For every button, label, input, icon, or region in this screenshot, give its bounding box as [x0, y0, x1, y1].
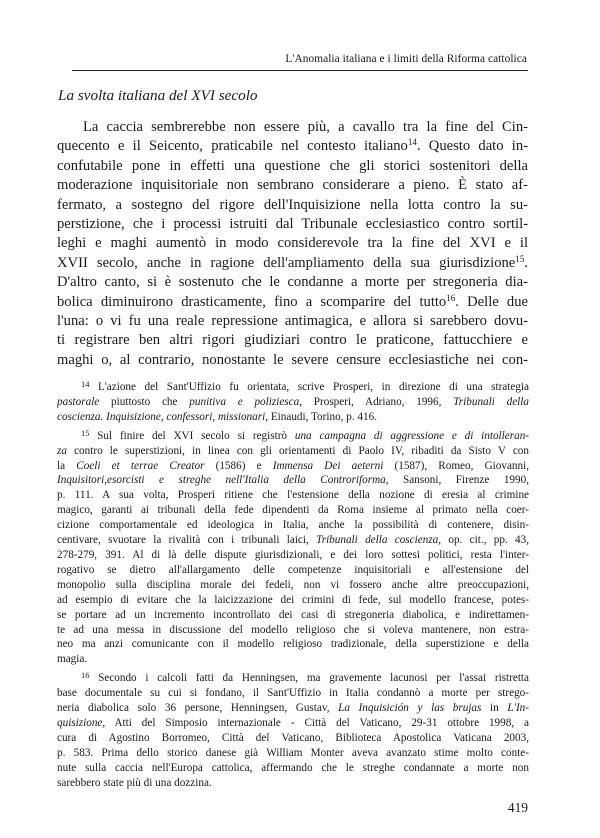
footnote-text: contro le superstizioni, in linea con gli orientamenti di Paolo IV, ribaditi da Sisto V con — [66, 444, 529, 457]
footnote-text: 278-279, 391. Al di là delle dispute giurisdizionali, e dei loro sottesi politici, resta l'inter- — [57, 548, 529, 561]
footnote-text: nute sulla caccia nell'Europa cattolica, affermando che le streghe condannate a morte non — [57, 761, 529, 774]
footnote-line — [57, 563, 529, 578]
footnote-text: centivare, svuotare la rivalità con i tribunali laici, — [57, 534, 317, 547]
footnote-text: magico, garanti ai tribunali della fede dipendenti da Roma insieme al primato nella coer- — [57, 504, 529, 517]
footnote-line — [57, 701, 529, 716]
footnote-text: , op. cit., pp. 43, — [438, 534, 529, 547]
footnote-line — [57, 503, 529, 518]
footnote-text: in — [481, 702, 508, 715]
footnotes — [57, 380, 529, 790]
footnote-line — [57, 459, 529, 474]
body-line: bolica diminuirono drasticamente, fino a scomparire del tutto$^{16}$. Delle due — [57, 292, 528, 310]
footnote-text: piuttosto che — [99, 395, 190, 408]
body-line: XVII secolo, anche in ragione dell'ampliamento della sua giurisdizione$^{15}$. — [57, 253, 528, 271]
footnote-line — [57, 746, 529, 761]
footnote-line — [57, 731, 529, 746]
body-line: fermato, a sostegno del rigore dell'Inquisizione nella lotta contro la su- — [57, 196, 528, 213]
footnote-text: sarebbero state più di una dozzina. — [57, 776, 212, 789]
footnote-text: neo ma anzi comunicante con il modello religioso tradizionale, della superstizione e della — [57, 638, 529, 651]
footnote-line — [57, 686, 529, 701]
italic-text: punitiva e poliziesca — [189, 395, 300, 408]
footnote-text: te ad una messa in discussione del modello religioso che si voleva mantenere, non estra- — [57, 623, 529, 636]
footnote-line — [57, 533, 529, 548]
footnote-text: base documentale su cui si fondano, il Sant'Uffizio in Italia condannò a morte per strego- — [57, 687, 529, 700]
footnote-line — [57, 488, 529, 503]
footnote-line — [57, 444, 529, 459]
footnote-text: p. 583. Prima dello storico danese già William Monter aveva avanzato stime molto conte- — [57, 746, 529, 759]
footnote-line — [57, 608, 529, 623]
footnote-text: cura di Agostino Borromeo, Città del Vaticano, Biblioteca Apostolica Vaticana 2003, — [57, 731, 529, 744]
footnote-line — [57, 395, 529, 410]
footnote-text: ad esempio di evitare che la laicizzazione dei crimini di fede, sul modello francese, potes- — [57, 593, 529, 606]
footnote-ref[interactable]: 14 — [407, 137, 417, 148]
footnote-line — [57, 623, 529, 638]
italic-text: Tribunali della coscienza — [316, 534, 439, 547]
italic-text: Inquisitori,esorcisti e streghe nell'Italia della Controriforma — [57, 474, 386, 487]
page-number: 419 — [507, 800, 528, 815]
footnote-line — [57, 637, 529, 652]
footnote-text: (1587), Romeo, Giovanni, — [383, 459, 529, 472]
footnote-line — [57, 593, 529, 608]
body-line: moderazione inquisitoriale non sembrano considerare a pieno. È stato af- — [57, 177, 528, 194]
footnote-line — [57, 578, 529, 593]
footnote-text: , Prosperi, Adriano, 1996, — [299, 395, 454, 408]
body-line: l'una: o vi fu una reale repressione antimagica, e allora si sarebbero dovu- — [57, 313, 528, 330]
footnote-line — [57, 548, 529, 563]
footnote-line — [57, 716, 529, 731]
italic-text: L'In- — [507, 702, 529, 715]
body-line: maghi o, al contrario, nonostante le severe censure ecclesiastiche nei con- — [57, 351, 528, 368]
italic-text: Tribunali della — [453, 395, 529, 408]
italic-text: una campagna di aggressione e di intolleran- — [294, 429, 529, 442]
footnote-text: Sul finire del XVI secolo si registrò — [97, 429, 295, 442]
footnote-number: 16 — [81, 671, 90, 681]
body-line: La caccia sembrerebbe non essere più, a cavallo tra la fine del Cin- — [83, 119, 528, 135]
footnote-line — [57, 671, 529, 686]
italic-text: quisizione — [57, 716, 103, 729]
footnote-line — [57, 518, 529, 533]
italic-text: La Inquisición y las brujas — [338, 702, 482, 715]
italic-text: Immensa Dei aeterni — [272, 459, 384, 472]
body-line: D'altro canto, si è sostenuto che le condanne a morte per stregoneria dia- — [57, 274, 528, 291]
footnote-16 — [57, 671, 529, 790]
footnote-text: , Sansoni, Firenze 1990, — [385, 474, 529, 487]
footnote-line — [57, 473, 529, 488]
italic-text: Coeli et terrae Creator — [76, 459, 205, 472]
italic-text: za — [57, 444, 67, 457]
footnote-text: cizione comportamentale ed ideologica in Italia, anche la possibilità di contenere, disin- — [57, 519, 529, 532]
footnote-15 — [57, 429, 529, 668]
body-line: ti registrare ben altri rigori giudiziari contro le praticone, fattucchiere e — [57, 332, 528, 349]
footnote-text: rogativo se dietro all'allargamento delle competenze inquisitoriali e all'estensione del — [57, 563, 529, 576]
footnote-text: Secondo i calcoli fatti da Henningsen, ma gravemente lacunosi per l'assai ristretta — [98, 672, 529, 685]
running-header: L'Anomalia italiana e i limiti della Riforma cattolica — [285, 53, 527, 65]
footnote-line — [57, 429, 529, 444]
footnote-line — [57, 652, 529, 667]
footnote-text: (1586) e — [204, 459, 273, 472]
footnote-text: la — [57, 459, 77, 472]
footnote-ref[interactable]: 16 — [446, 292, 456, 303]
footnote-number: 15 — [81, 428, 90, 438]
body-paragraph — [57, 118, 528, 370]
section-heading: La svolta italiana del XVI secolo — [58, 87, 258, 104]
header-rule — [72, 70, 528, 71]
footnote-text: neria diabolica solo 36 persone, Henningsen, Gustav, — [57, 702, 339, 715]
footnote-text: se portare ad un incremento incontrollato dei casi di stregoneria diabolica, e indirettamen- — [57, 608, 529, 621]
footnote-text: monopolio sulla disciplina morale dei fedeli, non vi fossero anche altre preoccupazioni, — [57, 578, 529, 591]
footnote-text: magia. — [57, 653, 88, 666]
footnote-text: p. 111. A sua volta, Prosperi ritiene che l'estensione della nozione di eresia al crimine — [57, 489, 529, 502]
footnote-line — [57, 410, 529, 425]
body-line: leghi e maghi aumentò in modo considerevole tra la fine del XVI e il — [57, 235, 528, 252]
italic-text: pastorale — [57, 395, 100, 408]
footnote-line — [57, 761, 529, 776]
footnote-line — [57, 380, 529, 395]
footnote-text: , Atti del Simposio internazionale - Città del Vaticano, 29-31 ottobre 1998, a — [102, 716, 529, 729]
body-line: perstizione, che i processi istruiti dal Tribunale ecclesiastico contro sortil- — [57, 216, 528, 233]
body-line: quecento e il Seicento, praticabile nel contesto italiano$^{14}$. Questo dato in- — [57, 137, 528, 155]
footnote-ref[interactable]: 15 — [515, 253, 525, 264]
body-line: confutabile pone in effetti una questione che gli storici sostenitori della — [57, 157, 528, 174]
footnote-line — [57, 776, 529, 791]
footnote-text: , Einaudi, Torino, p. 416. — [265, 410, 378, 423]
italic-text: coscienza. Inquisizione, confessori, missionari — [57, 410, 266, 423]
footnote-number: 14 — [81, 380, 90, 390]
footnote-14 — [57, 380, 529, 425]
footnote-text: L'azione del Sant'Uffizio fu orientata, scrive Prosperi, in direzione di una strategia — [97, 381, 529, 393]
